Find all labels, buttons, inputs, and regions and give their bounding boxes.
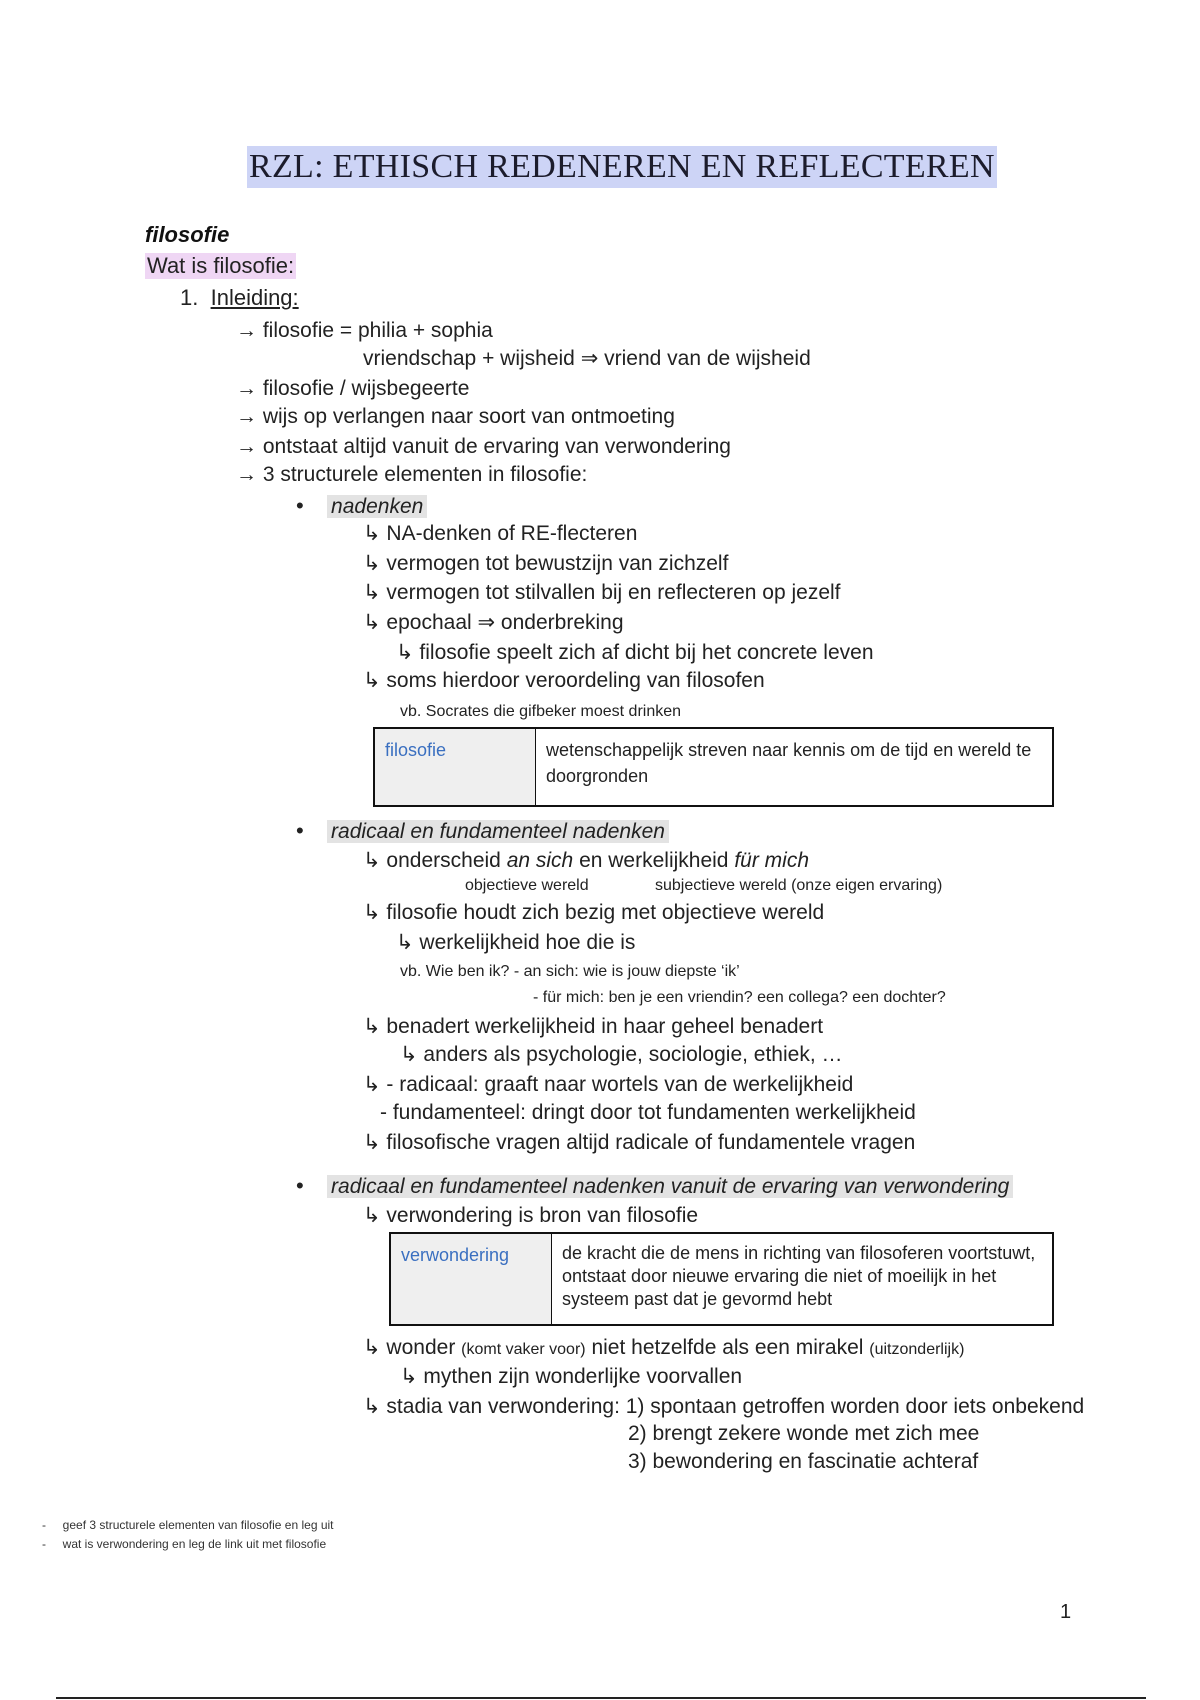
item-label: Inleiding: — [210, 285, 299, 310]
bullet-heading: radicaal en fundamenteel nadenken vanuit de ervaring van verwondering — [327, 1175, 1013, 1198]
sub-point: - fundamenteel: dringt door tot fundamenten werkelijkheid — [380, 1101, 916, 1124]
definition-term: verwondering — [390, 1233, 552, 1325]
text-run: en werkelijkheid — [573, 849, 735, 872]
example-text: - für mich: ben je een vriendin? een collega? een dochter? — [533, 989, 946, 1006]
sub-sub-point: ↳ mythen zijn wonderlijke voorvallen — [400, 1365, 743, 1388]
sub-point: ↳ stadia van verwondering: 1) spontaan getroffen worden door iets onbekend — [363, 1395, 1085, 1418]
bullet-icon: • — [296, 818, 304, 843]
text-run: (uitzonderlijk) — [869, 1341, 965, 1358]
text-run: an sich — [506, 849, 574, 872]
sub-point: ↳ filosofische vragen altijd radicale of fundamentele vragen — [363, 1131, 916, 1154]
footnote-marker: - — [42, 1537, 46, 1551]
sub-point: ↳ soms hierdoor veroordeling van filosofen — [363, 669, 765, 692]
sub-sub-point: ↳ filosofie speelt zich af dicht bij het concrete leven — [396, 641, 874, 664]
text-run: ↳ wonder — [363, 1336, 462, 1359]
sub-point: ↳ filosofie houdt zich bezig met objectieve wereld — [363, 901, 825, 924]
footnote — [42, 1536, 326, 1552]
sub-point — [363, 1335, 964, 1361]
sub-point: ↳ vermogen tot bewustzijn van zichzelf — [363, 552, 729, 575]
intro-line: vriendschap + wijsheid ⇒ vriend van de wijsheid — [363, 347, 811, 370]
definition-table-filosofie — [373, 727, 1054, 807]
text-run: niet hetzelfde als een mirakel — [585, 1336, 870, 1359]
sub-point: ↳ benadert werkelijkheid in haar geheel benadert — [363, 1015, 824, 1038]
text-run: (komt vaker voor) — [461, 1341, 586, 1358]
numbered-item-1 — [180, 285, 299, 311]
sub-point: ↳ NA-denken of RE-flecteren — [363, 522, 638, 545]
sub-point: ↳ - radicaal: graaft naar wortels van de werkelijkheid — [363, 1073, 854, 1096]
annotation-note: subjectieve wereld (onze eigen ervaring) — [655, 877, 943, 894]
example-text: vb. Wie ben ik? - an sich: wie is jouw diepste ‘ik’ — [400, 963, 740, 980]
sub-point: ↳ verwondering is bron van filosofie — [363, 1204, 699, 1227]
definition-term: filosofie — [374, 728, 536, 806]
bullet-heading: radicaal en fundamenteel nadenken — [327, 820, 669, 843]
intro-line: → filosofie = philia + sophia — [236, 319, 493, 342]
intro-line: → filosofie / wijsbegeerte — [236, 377, 470, 400]
definition-description: de kracht die de mens in richting van filosoferen voortstuwt, ontstaat door nieuwe ervaring die niet of moeilijk in het systeem past dat je gevormd hebt — [552, 1233, 1054, 1325]
bullet-icon: • — [296, 493, 304, 518]
stage-line: 3) bewondering en fascinatie achteraf — [628, 1450, 979, 1473]
sub-point: ↳ epochaal ⇒ onderbreking — [363, 611, 624, 634]
definition-description: wetenschappelijk streven naar kennis om de tijd en wereld te doorgronden — [536, 728, 1054, 806]
item-number: 1. — [180, 285, 199, 310]
intro-line: → ontstaat altijd vanuit de ervaring van verwondering — [236, 435, 731, 458]
definition-table-verwondering — [389, 1232, 1054, 1326]
subsection-heading: Wat is filosofie: — [147, 253, 295, 278]
sub-point — [363, 848, 809, 874]
bullet-verwondering — [296, 1173, 1013, 1200]
footnote-marker: - — [42, 1518, 46, 1532]
footnote-text: geef 3 structurele elementen van filosofie en leg uit — [62, 1518, 334, 1532]
sub-sub-point: ↳ anders als psychologie, sociologie, ethiek, … — [400, 1043, 843, 1066]
page-number: 1 — [1060, 1601, 1072, 1623]
section-heading: filosofie — [145, 222, 230, 247]
stage-line: 2) brengt zekere wonde met zich mee — [628, 1422, 980, 1445]
example-text: vb. Socrates die gifbeker moest drinken — [400, 703, 682, 720]
intro-line: → 3 structurele elementen in filosofie: — [236, 463, 588, 486]
page-title: RZL: ETHISCH REDENEREN EN REFLECTEREN — [247, 146, 997, 188]
sub-sub-point: ↳ werkelijkheid hoe die is — [396, 931, 636, 954]
intro-line: → wijs op verlangen naar soort van ontmoeting — [236, 405, 675, 428]
text-run: ↳ onderscheid — [363, 849, 507, 872]
bullet-nadenken — [296, 493, 427, 520]
text-run: für mich — [734, 849, 810, 872]
bullet-radicaal — [296, 818, 669, 845]
page-bottom-rule — [56, 1697, 1146, 1699]
bullet-icon: • — [296, 1173, 304, 1198]
sub-point: ↳ vermogen tot stilvallen bij en reflecteren op jezelf — [363, 581, 841, 604]
annotation-note: objectieve wereld — [465, 877, 589, 894]
footnote-text: wat is verwondering en leg de link uit met filosofie — [62, 1537, 327, 1551]
bullet-heading: nadenken — [327, 495, 427, 518]
footnote — [42, 1517, 334, 1533]
